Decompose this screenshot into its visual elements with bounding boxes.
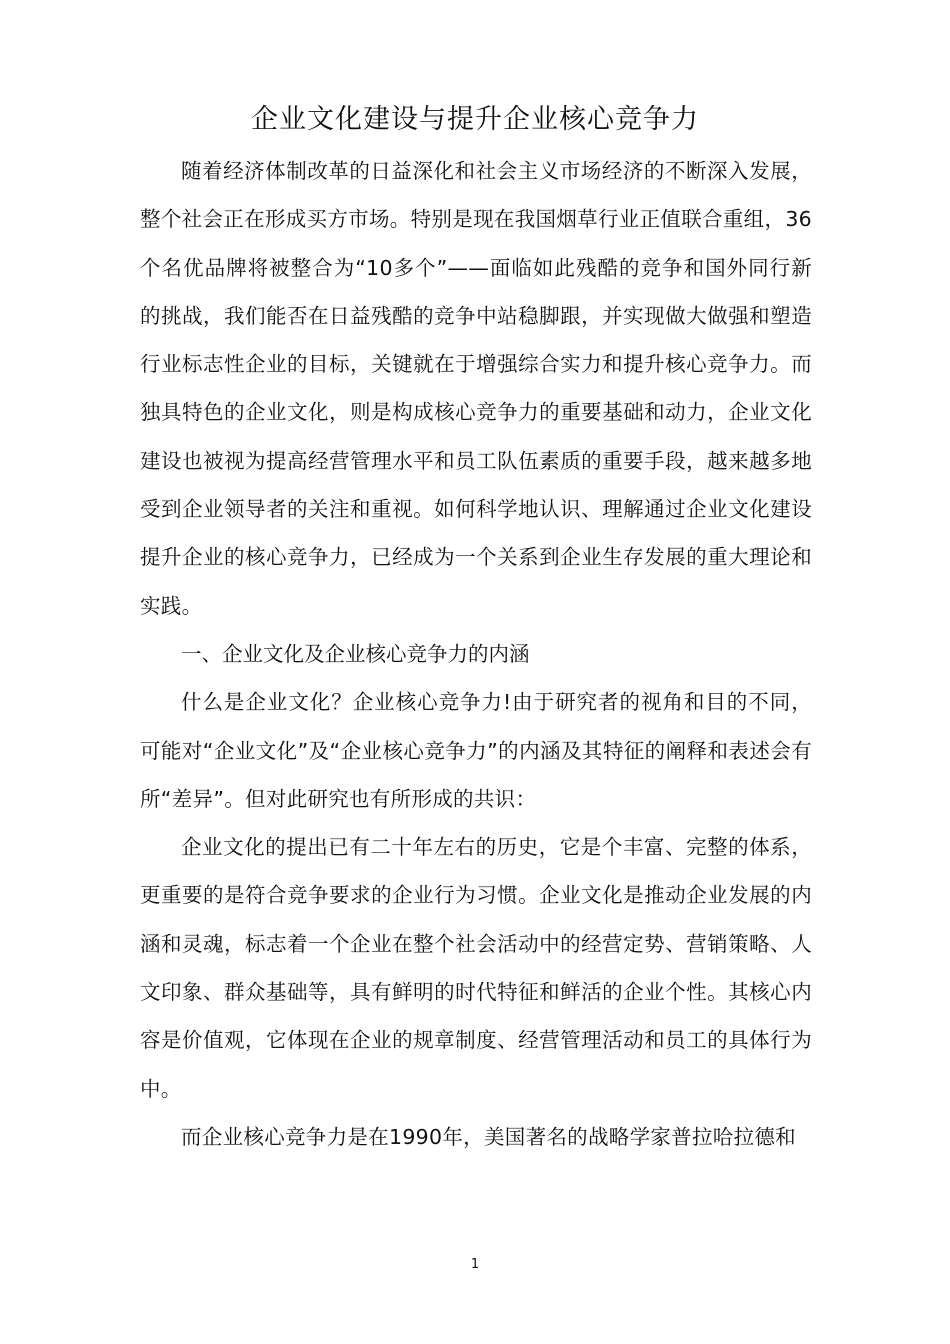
document-body: [140, 147, 812, 1161]
paragraph-intro: 随着经济体制改革的日益深化和社会主义市场经济的不断深入发展，整个社会正在形成买方市场。特别是现在我国烟草行业正值联合重组，36个名优品牌将被整合为“10多个”——面临如此残酷的竞争和国外同行新的挑战，我们能否在日益残酷的竞争中站稳脚跟，并实现做大做强和塑造行业标志性企业的目标，关键就在于增强综合实力和提升核心竞争力。而独具特色的企业文化，则是构成核心竞争力的重要基础和动力，企业文化建设也被视为提高经营管理水平和员工队伍素质的重要手段，越来越多地受到企业领导者的关注和重视。如何科学地认识、理解通过企业文化建设提升企业的核心竞争力，已经成为一个关系到企业生存发展的重大理论和实践。: [140, 159, 812, 618]
page-number: 1: [470, 1257, 480, 1272]
paragraph-definition-question: 什么是企业文化？企业核心竞争力!由于研究者的视角和目的不同，可能对“企业文化”及“企业核心竞争力”的内涵及其特征的阐释和表述会有所“差异”。但对此研究也有所形成的共识：: [140, 690, 812, 811]
paragraph-corporate-culture: 企业文化的提出已有二十年左右的历史，它是个丰富、完整的体系，更重要的是符合竞争要求的企业行为习惯。企业文化是推动企业发展的内涵和灵魂，标志着一个企业在整个社会活动中的经营定势、营销策略、人文印象、群众基础等，具有鲜明的时代特征和鲜活的企业个性。其核心内容是价值观，它体现在企业的规章制度、经营管理活动和员工的具体行为中。: [140, 835, 812, 1101]
paragraph-core-competence: 而企业核心竞争力是在1990年，美国著名的战略学家普拉哈拉德和: [181, 1124, 796, 1149]
section-heading-1: 一、企业文化及企业核心竞争力的内涵: [181, 641, 530, 666]
document-title: 企业文化建设与提升企业核心竞争力: [251, 104, 699, 135]
